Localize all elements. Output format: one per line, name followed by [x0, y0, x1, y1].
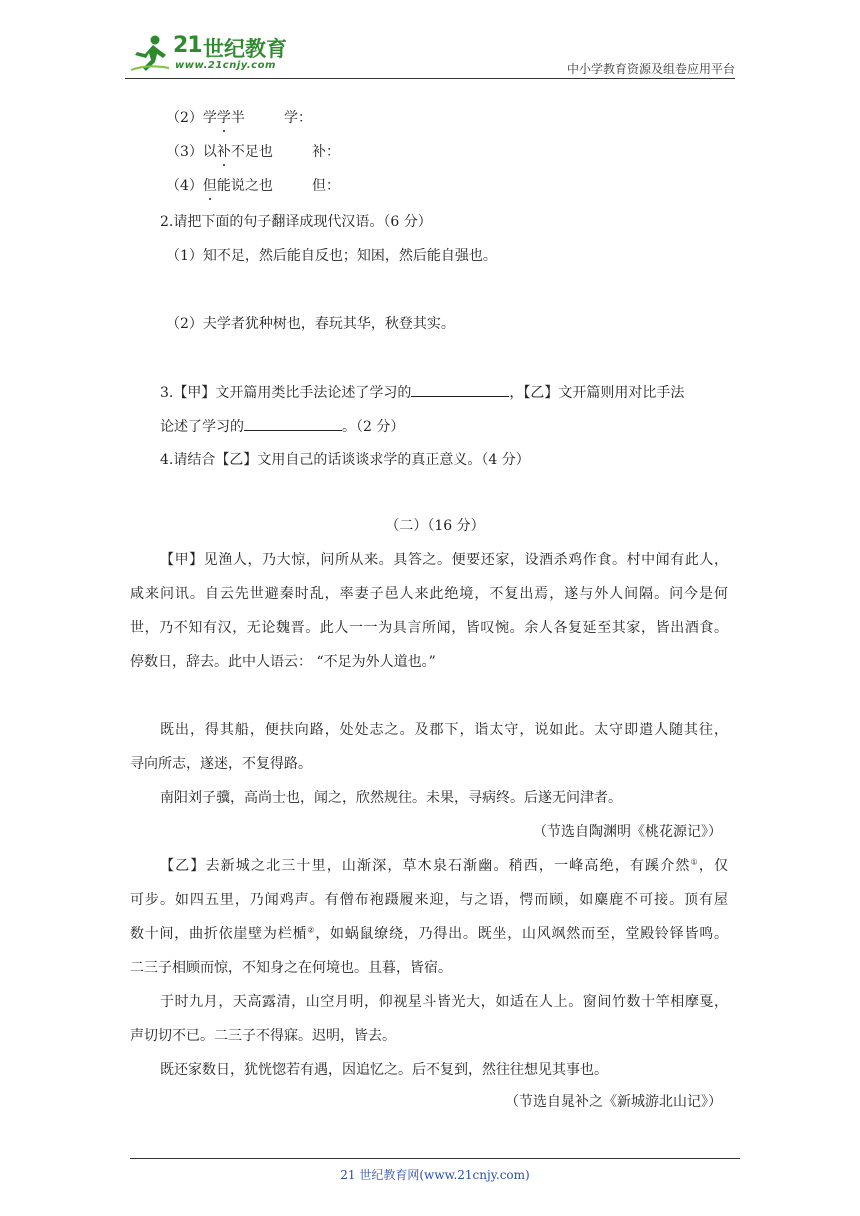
jia-line-1: 【甲】见渔人，乃大惊，问所从来。具答之。便要还家，设酒杀鸡作食。村中闻有此人， — [160, 552, 728, 568]
q3-part-2: ，【乙】文开篇则用对比手法 — [509, 385, 685, 401]
logo-title: 世纪教育 — [203, 37, 287, 61]
yi-line-5: 于时九月，天高露清，山空月明，仰视星斗皆光大，如适在人上。窗间竹数十竿相摩戛， — [160, 994, 728, 1010]
yi-line-3-tail: ，如蜗鼠缭绕，乃得出。既坐，山风飒然而至，堂殿铃铎皆鸣。 — [315, 926, 729, 942]
q2-title: 2.请把下面的句子翻译成现代汉语。（6 分） — [160, 214, 432, 230]
q1-item-3 — [166, 142, 273, 162]
yi-line-1-tail: ，仅 — [698, 858, 729, 874]
jia-line-3: 世，乃不知有汉，无论魏晋。此人一一为具言所闻，皆叹惋。余人各复延至其家，皆出酒食。 — [130, 620, 728, 636]
jia-line-5: 既出，得其船，便扶向路，处处志之。及郡下，诣太守，说如此。太守即遣人随其往， — [160, 722, 728, 738]
section-2-title: （二）（16 分） — [385, 518, 485, 534]
q1-item-2-dot-char: 学 — [216, 110, 231, 126]
yi-line-6: 声切切不已。二三子不得寐。迟明，皆去。 — [130, 1028, 396, 1044]
q3-line-1 — [160, 382, 684, 403]
q3-part-3: 论述了学习的 — [160, 419, 244, 435]
yi-line-3 — [130, 924, 728, 944]
yi-line-3-text: 数十间，曲折依崖壁为栏楯 — [130, 926, 308, 942]
q1-item-4 — [166, 176, 273, 196]
jia-source: （节选自陶渊明《桃花源记》） — [533, 824, 722, 840]
runner-icon — [129, 34, 171, 74]
header-divider — [125, 78, 735, 79]
q1-item-4-answer-label: 但： — [312, 178, 340, 194]
q1-item-3-pre: （3）以 — [166, 144, 217, 160]
jia-line-4: 停数日，辞去。此中人语云： “不足为外人道也。” — [130, 654, 436, 670]
q1-item-4-post: 能说之也 — [216, 178, 273, 194]
q1-item-3-post: 不足也 — [230, 144, 273, 160]
q1-item-4-dot-char: 但 — [202, 178, 217, 194]
yi-line-1-text: 【乙】去新城之北三十里，山渐深，草木泉石渐幽。稍西，一峰高绝，有蹊介然 — [160, 858, 691, 874]
yi-source: （节选自晁补之《新城游北山记》） — [505, 1094, 722, 1110]
yi-footnote-1: ① — [690, 857, 699, 867]
jia-line-2: 咸来问讯。自云先世避秦时乱，率妻子邑人来此绝境，不复出焉，遂与外人间隔。问今是何 — [130, 586, 728, 602]
q2-sentence-1: （1）知不足，然后能自反也；知困，然后能自强也。 — [166, 248, 497, 264]
yi-line-7: 既还家数日，犹恍惚若有遇，因追忆之。后不复到，然往往想见其事也。 — [160, 1062, 608, 1078]
footer-link[interactable]: 21 世纪教育网(www.21cnjy.com) — [340, 1168, 530, 1182]
logo-url: www.21cnjy.com — [175, 60, 276, 71]
q2-sentence-2: （2）夫学者犹种树也，春玩其华，秋登其实。 — [166, 316, 455, 332]
q1-item-2-pre: （2）学 — [166, 110, 217, 126]
q1-item-3-dot-char: 补 — [216, 144, 231, 160]
jia-line-6: 寻向所志，遂迷，不复得路。 — [130, 756, 312, 772]
q4-text: 4.请结合【乙】文用自己的话谈谈求学的真正意义。（4 分） — [160, 452, 530, 468]
q1-item-3-answer-label: 补： — [312, 144, 340, 160]
site-logo[interactable] — [125, 30, 295, 80]
yi-line-4: 二三子相顾而惊，不知身之在何境也。且暮，皆宿。 — [130, 960, 452, 976]
yi-line-1 — [160, 856, 728, 876]
page-header — [125, 30, 735, 80]
yi-line-2: 可步。如四五里，乃闻鸡声。有僧布袍蹑履来迎，与之语，愕而顾，如麋鹿不可接。顶有屋 — [130, 892, 728, 908]
platform-name: 中小学教育资源及组卷应用平台 — [566, 62, 735, 76]
q3-line-2 — [160, 416, 404, 437]
yi-footnote-2: ② — [307, 925, 316, 935]
q3-part-1: 3.【甲】文开篇用类比手法论述了学习的 — [160, 385, 412, 401]
q3-answer-blank-2[interactable] — [244, 416, 342, 431]
q3-answer-blank-1[interactable] — [411, 382, 509, 397]
logo-number: 21 — [173, 33, 202, 58]
q1-item-2 — [166, 108, 245, 128]
q3-part-4: 。（2 分） — [342, 419, 405, 435]
footer-divider — [130, 1158, 740, 1159]
q1-item-2-post: 半 — [230, 110, 245, 126]
q1-item-4-pre: （4） — [166, 178, 203, 194]
jia-line-7: 南阳刘子骥，高尚士也，闻之，欣然规往。未果，寻病终。后遂无问津者。 — [160, 790, 622, 806]
q1-item-2-answer-label: 学： — [284, 110, 312, 126]
